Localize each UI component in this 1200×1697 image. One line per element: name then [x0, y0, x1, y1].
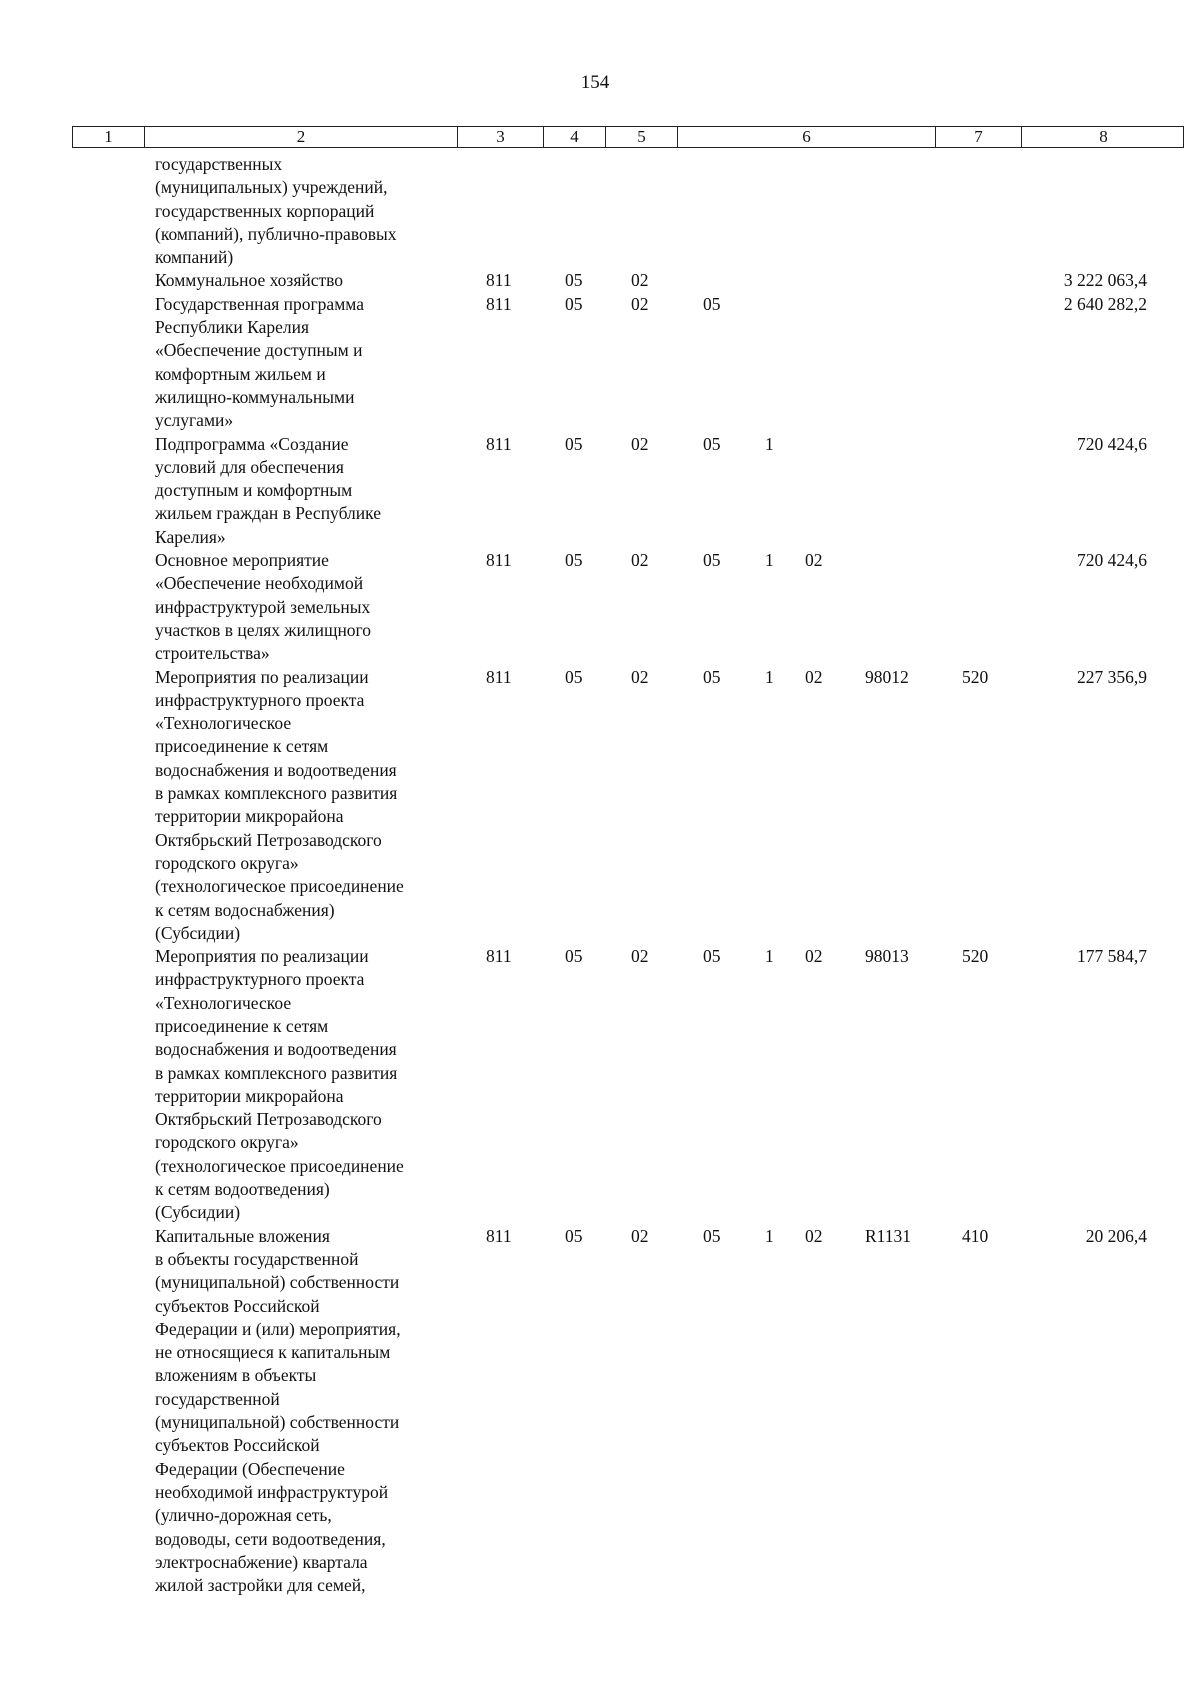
row-cell-c3: 811	[486, 293, 512, 314]
row-cell-c4: 05	[565, 666, 583, 687]
row-cell-c6a: 05	[703, 433, 721, 454]
row-cell-c4: 05	[565, 293, 583, 314]
header-col-5: 5	[605, 127, 677, 147]
row-cell-c4: 05	[565, 946, 583, 967]
table-row	[0, 1225, 1200, 1598]
table-row	[0, 293, 1200, 433]
row-cell-c5: 02	[631, 666, 649, 687]
header-col-3: 3	[457, 127, 543, 147]
row-cell-c5: 02	[631, 433, 649, 454]
row-description: Капитальные вложения в объекты государственной (муниципальной) собственности субъектов Российской Федерации и (или) мероприятия, не относящиеся к капитальным вложениям в объекты государственной (муниципальной) собственности субъектов Российской Федерации (Обеспечение необходимой инфраструктурой (улично-дорожная сеть, водоводы, сети водоотведения, электроснабжение) квартала жилой застройки для семей,	[155, 1225, 401, 1596]
row-cell-c3: 811	[486, 1225, 512, 1246]
table-body	[0, 153, 1200, 1597]
table-row	[0, 945, 1200, 1225]
row-cell-c5: 02	[631, 293, 649, 314]
row-cell-c6b: 1	[765, 550, 774, 571]
row-cell-c6b: 1	[765, 946, 774, 967]
row-cell-c6b: 1	[765, 433, 774, 454]
table-row	[0, 549, 1200, 665]
row-cell-c6d: R1131	[865, 1225, 912, 1246]
row-cell-c6c: 02	[805, 1225, 823, 1246]
row-cell-c6d: 98013	[865, 946, 909, 967]
row-cell-c8: 20 206,4	[1085, 1225, 1147, 1246]
row-cell-c3: 811	[486, 270, 512, 291]
row-cell-c6a: 05	[703, 550, 721, 571]
row-description: Коммунальное хозяйство	[155, 270, 344, 291]
row-cell-c6c: 02	[805, 550, 823, 571]
row-description: Основное мероприятие «Обеспечение необходимой инфраструктурой земельных участков в целях жилищного строительства»	[155, 550, 372, 664]
table-row	[0, 433, 1200, 549]
row-cell-c6a: 05	[703, 666, 721, 687]
row-description: Мероприятия по реализации инфраструктурного проекта «Технологическое присоединение к сетям водоснабжения и водоотведения в рамках комплексного развития территории микрорайона Октябрьский Петрозаводского городского округа» (технологическое присоединение к сетям водоснабжения) (Субсидии)	[155, 666, 404, 943]
header-col-6: 6	[677, 127, 935, 147]
row-cell-c6a: 05	[703, 946, 721, 967]
header-col-1: 1	[104, 127, 113, 146]
row-cell-c6a: 05	[703, 293, 721, 314]
row-cell-c7: 520	[962, 666, 989, 687]
row-description: государственных (муниципальных) учреждений, государственных корпораций (компаний), публично-правовых компаний)	[155, 154, 397, 268]
row-cell-c3: 811	[486, 433, 512, 454]
row-description: Подпрограмма «Создание условий для обеспечения доступным и комфортным жильем граждан в Республике Карелия»	[155, 433, 381, 547]
row-cell-c7: 410	[962, 1225, 989, 1246]
row-cell-c5: 02	[631, 550, 649, 571]
row-cell-c8: 227 356,9	[1077, 666, 1147, 687]
row-cell-c5: 02	[631, 946, 649, 967]
row-description: Мероприятия по реализации инфраструктурного проекта «Технологическое присоединение к сетям водоснабжения и водоотведения в рамках комплексного развития территории микрорайона Октябрьский Петрозаводского городского округа» (технологическое присоединение к сетям водоотведения) (Субсидии)	[155, 946, 404, 1223]
table-row	[0, 153, 1200, 269]
row-cell-c8: 720 424,6	[1077, 550, 1147, 571]
table-row	[0, 269, 1200, 292]
row-cell-c6b: 1	[765, 1225, 774, 1246]
row-cell-c6d: 98012	[865, 666, 909, 687]
row-cell-c5: 02	[631, 270, 649, 291]
row-cell-c3: 811	[486, 550, 512, 571]
row-cell-c7: 520	[962, 946, 989, 967]
row-cell-c8: 720 424,6	[1077, 433, 1147, 454]
table-header	[72, 126, 1184, 148]
row-cell-c6c: 02	[805, 666, 823, 687]
header-col-7: 7	[935, 127, 1021, 147]
row-cell-c5: 02	[631, 1225, 649, 1246]
table-row	[0, 666, 1200, 946]
header-col-2: 2	[144, 127, 457, 147]
row-cell-c4: 05	[565, 270, 583, 291]
row-cell-c4: 05	[565, 1225, 583, 1246]
row-cell-c8: 177 584,7	[1077, 946, 1147, 967]
row-cell-c4: 05	[565, 433, 583, 454]
header-col-8: 8	[1021, 127, 1185, 147]
header-col-4: 4	[543, 127, 605, 147]
row-cell-c3: 811	[486, 666, 512, 687]
row-cell-c6a: 05	[703, 1225, 721, 1246]
row-cell-c8: 2 640 282,2	[1063, 293, 1147, 314]
row-cell-c6c: 02	[805, 946, 823, 967]
page-number: 154	[580, 72, 610, 93]
row-cell-c6b: 1	[765, 666, 774, 687]
row-cell-c4: 05	[565, 550, 583, 571]
row-cell-c3: 811	[486, 946, 512, 967]
row-cell-c8: 3 222 063,4	[1063, 270, 1147, 291]
row-description: Государственная программа Республики Карелия «Обеспечение доступным и комфортным жильем и жилищно-коммунальными услугами»	[155, 293, 364, 431]
